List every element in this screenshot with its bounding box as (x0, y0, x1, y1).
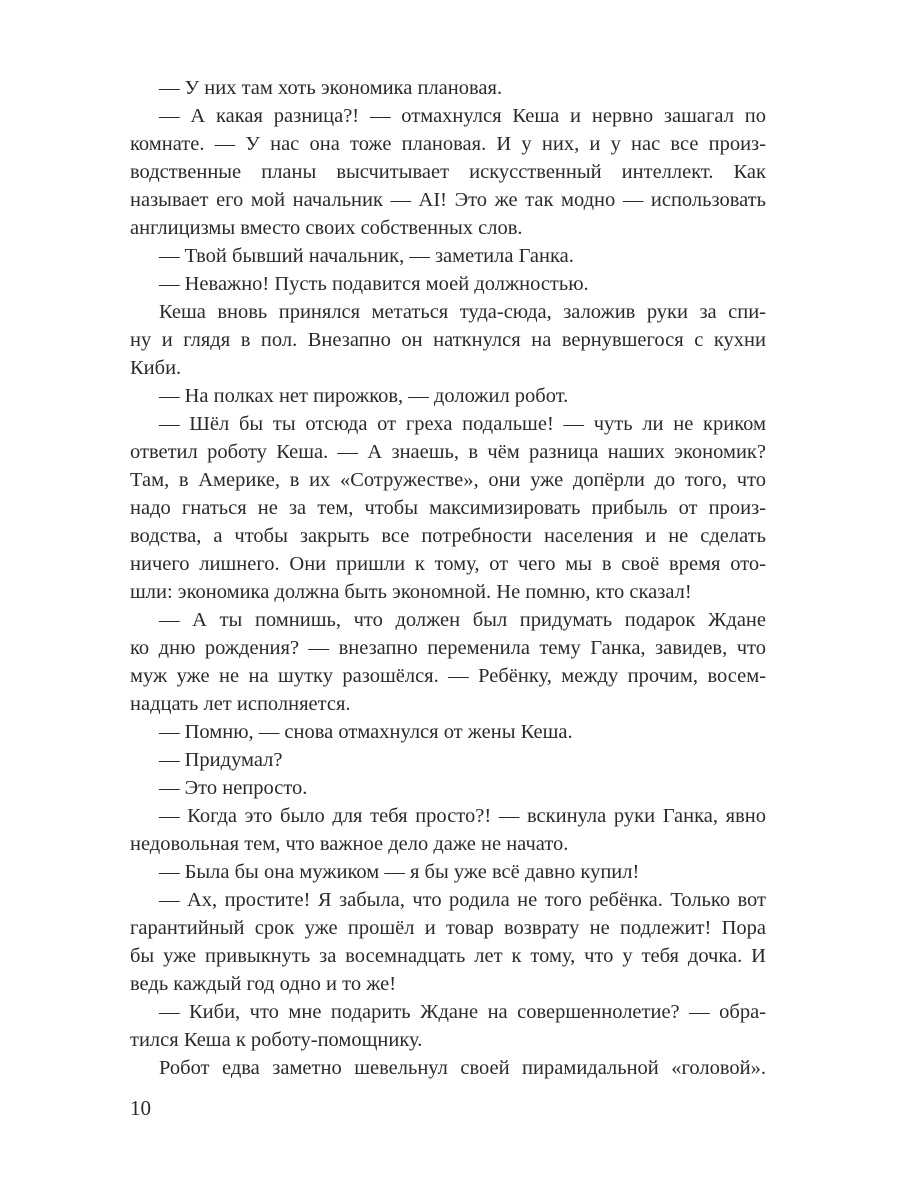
text-line: — Ах, простите! Я забыла, что родила не того ребёнка. Только вот (159, 889, 766, 911)
text-line: бы уже привыкнуть за восемнадцать лет к тому, что у тебя дочка. И (130, 945, 766, 967)
text-line: — Твой бывший начальник, — заметила Ганка. (159, 245, 574, 267)
text-line: — Была бы она мужиком — я бы уже всё давно купил! (159, 861, 640, 883)
text-line: надо гнаться не за тем, чтобы максимизировать прибыль от произ- (130, 497, 766, 519)
text-line: Кеша вновь принялся метаться туда-сюда, заложив руки за спи- (159, 301, 766, 323)
text-line: ведь каждый год одно и то же! (130, 973, 397, 995)
text-line: Киби. (130, 357, 182, 379)
text-line: Там, в Америке, в их «Сотружестве», они уже допёрли до того, что (130, 469, 766, 491)
text-line: ничего лишнего. Они пришли к тому, от чего мы в своё время ото- (130, 553, 766, 575)
text-line: недовольная тем, что важное дело даже не начато. (130, 833, 569, 855)
text-line: — А ты помнишь, что должен был придумать подарок Ждане (159, 609, 766, 631)
page-body (130, 74, 766, 1082)
text-line: водства, а чтобы закрыть все потребности населения и не сделать (130, 525, 766, 547)
text-line: — Когда это было для тебя просто?! — вскинула руки Ганка, явно (159, 805, 766, 827)
text-line: ко дню рождения? — внезапно переменила тему Ганка, завидев, что (130, 637, 766, 659)
text-line: надцать лет исполняется. (130, 693, 351, 715)
text-line: ну и глядя в пол. Внезапно он наткнулся на вернувшегося с кухни (130, 329, 766, 351)
text-line: — Придумал? (159, 749, 283, 771)
text-line: англицизмы вместо своих собственных слов. (130, 217, 523, 239)
text-line: — У них там хоть экономика плановая. (159, 77, 503, 99)
text-line: — А какая разница?! — отмахнулся Кеша и нервно зашагал по (159, 105, 766, 127)
text-line: Робот едва заметно шевельнул своей пирамидальной «головой». (159, 1057, 766, 1079)
text-line: — На полках нет пирожков, — доложил робот. (159, 385, 569, 407)
text-line: шли: экономика должна быть экономной. Не помню, кто сказал! (130, 581, 692, 603)
text-line: называет его мой начальник — AI! Это же так модно — использовать (130, 189, 766, 211)
text-line: — Киби, что мне подарить Ждане на совершеннолетие? — обра- (159, 1001, 766, 1023)
text-line: — Помню, — снова отмахнулся от жены Кеша. (159, 721, 573, 743)
text-line: муж уже не на шутку разошёлся. — Ребёнку, между прочим, восем- (130, 665, 766, 687)
text-line: ответил роботу Кеша. — А знаешь, в чём разница наших экономик? (130, 441, 766, 463)
text-line: — Это непросто. (159, 777, 308, 799)
text-line: — Шёл бы ты отсюда от греха подальше! — чуть ли не криком (159, 413, 766, 435)
text-line: комнате. — У нас она тоже плановая. И у них, и у нас все произ- (130, 133, 766, 155)
page-number: 10 (130, 1096, 151, 1120)
text-line: гарантийный срок уже прошёл и товар возврату не подлежит! Пора (130, 917, 766, 939)
text-line: водственные планы высчитывает искусственный интеллект. Как (130, 161, 766, 183)
text-line: — Неважно! Пусть подавится моей должностью. (159, 273, 589, 295)
text-line: тился Кеша к роботу-помощнику. (130, 1029, 423, 1051)
